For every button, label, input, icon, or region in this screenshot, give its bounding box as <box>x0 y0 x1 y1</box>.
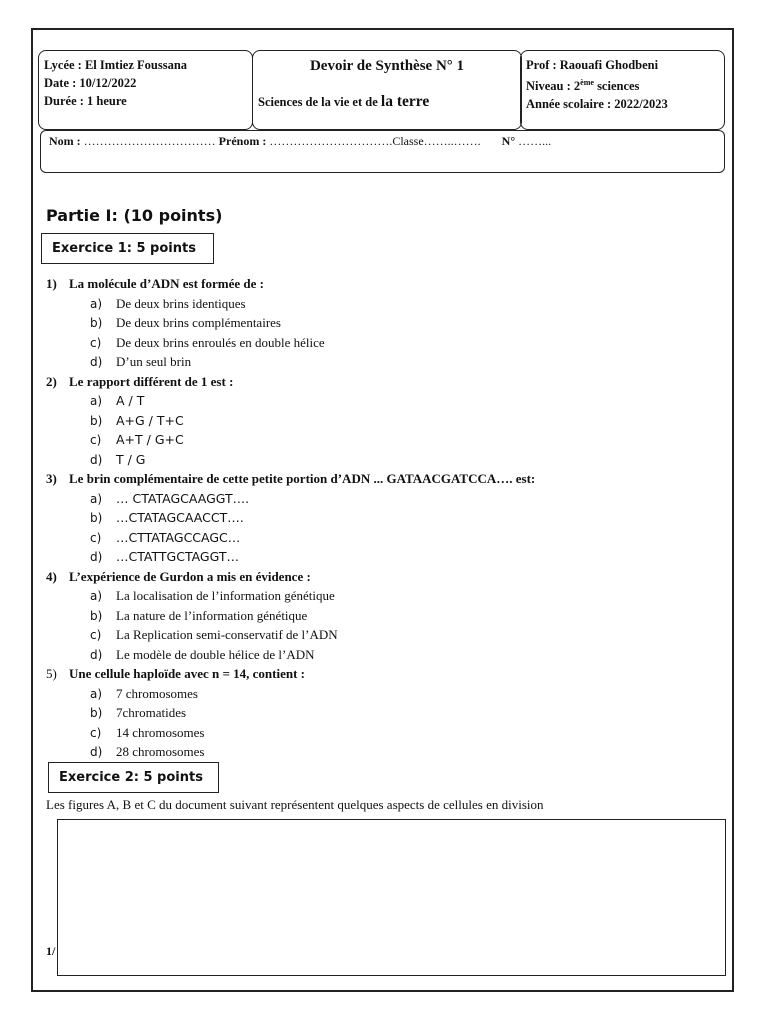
option <box>46 489 726 509</box>
teacher-name: Prof : Raouafi Ghodbeni <box>526 58 659 72</box>
question-number: 2) <box>46 373 57 389</box>
header-teacher-info <box>520 50 725 130</box>
option-letter: d) <box>90 647 103 662</box>
option <box>46 430 726 450</box>
question-number: 5) <box>46 666 57 681</box>
option-text: … CTATAGCAAGGT…. <box>116 490 250 506</box>
option-letter: b) <box>90 608 103 623</box>
class-level <box>526 74 724 95</box>
option-text: La localisation de l’information génétique <box>116 588 335 603</box>
option <box>46 313 726 333</box>
level-prefix: Niveau : 2 <box>526 79 581 94</box>
question-number: 3) <box>46 471 57 486</box>
exam-date: Date : 10/12/2022 <box>44 76 137 90</box>
option-text: …CTTATAGCCAGC… <box>116 529 241 545</box>
subject-prefix: Sciences de la vie et de <box>258 95 381 109</box>
option <box>46 703 726 723</box>
option-letter: a) <box>90 296 103 311</box>
option-letter: d) <box>90 452 103 467</box>
option-letter: c) <box>90 530 102 545</box>
header-school-info <box>38 50 253 130</box>
header-exam-title <box>252 50 522 130</box>
option-text: De deux brins complémentaires <box>116 315 281 330</box>
prenom-label: Prénom : <box>218 134 267 148</box>
question-number: 1) <box>46 276 57 291</box>
option-text: D’un seul brin <box>116 354 192 369</box>
page-number: 1/ <box>46 944 56 958</box>
level-suffix: sciences <box>593 79 640 94</box>
option <box>46 547 726 567</box>
option-letter: c) <box>90 725 102 740</box>
option-letter: a) <box>90 686 103 701</box>
option <box>46 645 726 665</box>
option-letter: c) <box>90 433 102 447</box>
school-name: Lycée : El Imtiez Foussana <box>44 58 188 72</box>
question-text: Une cellule haploïde avec n = 14, contient : <box>69 666 305 681</box>
option-letter: b) <box>90 413 103 428</box>
question-number: 4) <box>46 568 57 584</box>
option <box>46 391 726 411</box>
option <box>46 606 726 626</box>
student-identity-box <box>40 130 725 173</box>
option-letter: b) <box>90 511 103 525</box>
option-text: De deux brins identiques <box>116 295 246 311</box>
option-text: De deux brins enroulés en double hélice <box>116 334 325 350</box>
question-1 <box>46 274 726 294</box>
option-text: Le modèle de double hélice de l’ADN <box>116 646 315 662</box>
numero-field: ……... <box>515 134 552 148</box>
part-title: Partie I: (10 points) <box>46 206 223 225</box>
exercise2-instructions: Les figures A, B et C du document suivant représentent quelques aspects de cellules en division <box>46 797 544 812</box>
option-text: …CTATAGCAACCT…. <box>116 510 244 525</box>
question-text: Le rapport différent de 1 est : <box>69 373 234 389</box>
option <box>46 586 726 606</box>
option-text: A+G / T+C <box>116 412 184 428</box>
question-text: Le brin complémentaire de cette petite portion d’ADN ... GATAACGATCCA…. est: <box>69 471 536 486</box>
option <box>46 742 726 762</box>
option <box>46 625 726 645</box>
option-letter: c) <box>90 335 102 350</box>
option <box>46 723 726 743</box>
option-letter: a) <box>90 589 103 603</box>
question-4 <box>46 567 726 587</box>
option-letter: b) <box>90 316 103 330</box>
exam-subject <box>258 93 429 111</box>
nom-label: Nom : <box>49 134 81 148</box>
option <box>46 508 726 528</box>
exercise2-title: Exercice 2: 5 points <box>48 762 219 793</box>
option-letter: d) <box>90 745 103 759</box>
subject-suffix: la terre <box>380 93 430 110</box>
option-letter: b) <box>90 706 103 720</box>
option-letter: c) <box>90 628 102 642</box>
classe-field: Classe……..……. <box>392 134 481 148</box>
option <box>46 294 726 314</box>
question-3 <box>46 469 726 489</box>
option-letter: d) <box>90 550 103 564</box>
option-text: 28 chromosomes <box>116 744 205 759</box>
option <box>46 411 726 431</box>
option-text: …CTATTGCTAGGT… <box>116 549 239 564</box>
option-letter: a) <box>90 394 103 408</box>
numero-label: N° <box>501 134 516 148</box>
option <box>46 333 726 353</box>
exam-title: Devoir de Synthèse N° 1 <box>309 58 465 74</box>
prenom-field: …………………………. <box>266 134 393 148</box>
option <box>46 528 726 548</box>
question-text: La molécule d’ADN est formée de : <box>69 276 264 291</box>
question-list <box>46 274 726 762</box>
option <box>46 352 726 372</box>
option <box>46 450 726 470</box>
figure-area <box>57 819 726 976</box>
question-2 <box>46 372 726 392</box>
level-superscript: ème <box>580 78 594 87</box>
nom-field: …………………………… <box>80 134 219 148</box>
option-text: A+T / G+C <box>116 432 184 447</box>
option-letter: a) <box>90 491 103 506</box>
option-text: 14 chromosomes <box>116 724 205 740</box>
question-text: L’expérience de Gurdon a mis en évidence : <box>69 568 311 584</box>
school-year: Année scolaire : 2022/2023 <box>526 97 668 112</box>
exercise1-title: Exercice 1: 5 points <box>41 233 214 264</box>
option <box>46 684 726 704</box>
option-text: T / G <box>116 451 146 467</box>
option-text: 7chromatides <box>116 705 187 720</box>
option-text: La Replication semi-conservatif de l’ADN <box>116 627 338 642</box>
option-text: A / T <box>116 393 145 408</box>
option-letter: d) <box>90 355 103 369</box>
exam-duration: Durée : 1 heure <box>44 94 127 108</box>
question-5 <box>46 664 726 684</box>
option-text: 7 chromosomes <box>116 685 198 701</box>
option-text: La nature de l’information génétique <box>116 607 308 623</box>
